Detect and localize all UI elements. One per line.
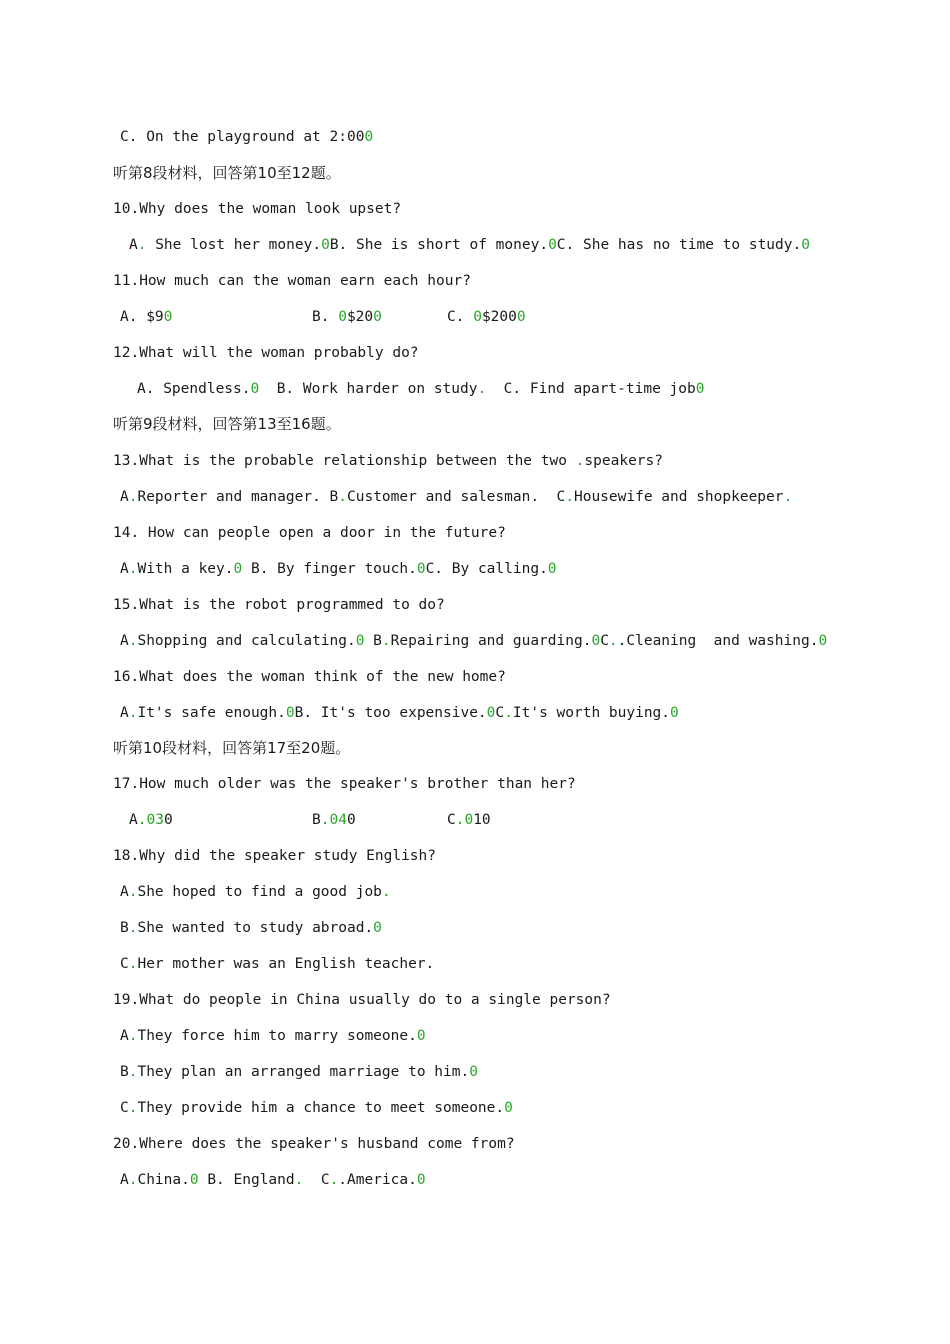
text-segment: A	[120, 884, 129, 900]
text-segment: .	[381, 633, 391, 649]
text-line	[120, 1026, 426, 1046]
text-segment: C	[120, 1100, 129, 1116]
answer-option	[312, 810, 356, 830]
text-line	[0, 810, 950, 830]
text-line	[137, 379, 704, 399]
text-segment: .	[128, 489, 138, 505]
text-segment: They provide him a chance to meet someone.	[137, 1100, 505, 1116]
text-segment: .	[137, 237, 147, 253]
answer-option	[312, 307, 382, 327]
text-segment: B. It's too expensive.	[294, 705, 487, 721]
text-segment: 19.What do people in China usually do to a single person?	[113, 992, 611, 1008]
text-segment: C	[600, 633, 609, 649]
text-segment: 15.What is the robot programmed to do?	[113, 597, 445, 613]
text-line	[113, 1134, 515, 1154]
text-segment: 16.What does the woman think of the new home?	[113, 669, 506, 685]
text-segment: 0	[163, 309, 173, 325]
text-segment: C	[495, 705, 505, 721]
text-line	[120, 1062, 478, 1082]
text-segment: 听第9段材料，回答第13至16题。	[113, 415, 341, 433]
text-segment: speakers?	[584, 453, 663, 469]
text-segment: 03	[146, 812, 164, 828]
text-segment: Repairing and guarding.	[390, 633, 592, 649]
text-segment: 18.Why did the speaker study English?	[113, 848, 437, 864]
answer-option	[447, 307, 526, 327]
text-segment: B	[364, 633, 382, 649]
text-line	[0, 307, 950, 327]
text-line	[113, 667, 506, 687]
text-segment: A. $9	[120, 309, 164, 325]
text-line	[120, 559, 557, 579]
text-segment: 0	[321, 237, 330, 253]
text-segment: 0	[250, 381, 260, 397]
text-line	[120, 882, 391, 902]
text-segment: B. England	[198, 1172, 295, 1188]
text-line	[113, 846, 436, 866]
text-segment: B. By finger touch.	[242, 561, 417, 577]
text-segment: 0	[285, 705, 295, 721]
text-segment: 0	[355, 633, 365, 649]
text-segment: .	[128, 705, 138, 721]
text-line	[113, 595, 445, 615]
text-segment: 0	[670, 705, 679, 721]
text-segment: It's safe enough.	[137, 705, 286, 721]
text-segment: 0	[416, 1028, 426, 1044]
text-segment: .	[504, 705, 513, 721]
text-segment: .	[128, 884, 138, 900]
text-segment: $20	[346, 309, 374, 325]
text-segment: A	[120, 561, 129, 577]
text-segment: 听第10段材料，回答第17至20题。	[113, 739, 351, 757]
text-segment: C. Find apart-time job	[486, 381, 696, 397]
text-segment: B. Work harder on study	[259, 381, 478, 397]
text-segment: .	[128, 1172, 138, 1188]
text-segment: .	[128, 1064, 138, 1080]
text-segment: B.	[312, 309, 339, 325]
text-segment: 0	[364, 129, 374, 145]
text-line	[113, 199, 401, 219]
text-segment: .	[381, 884, 391, 900]
text-segment: They plan an arranged marriage to him.	[137, 1064, 470, 1080]
text-segment: .America.	[338, 1172, 417, 1188]
text-segment: A. Spendless.	[137, 381, 251, 397]
text-segment: .	[565, 489, 574, 505]
text-segment: She hoped to find a good job	[137, 884, 382, 900]
text-segment: B	[120, 920, 129, 936]
text-segment: .	[137, 812, 147, 828]
text-segment: 0	[473, 309, 482, 325]
text-segment: .	[575, 453, 585, 469]
text-segment: 0	[189, 1172, 199, 1188]
text-segment: 0	[469, 1064, 478, 1080]
text-segment: 0	[373, 920, 382, 936]
text-segment: China.	[137, 1172, 190, 1188]
text-segment: C. By calling.	[425, 561, 548, 577]
text-segment: B	[312, 812, 321, 828]
text-segment: 0	[591, 633, 601, 649]
text-segment: She wanted to study abroad.	[137, 920, 374, 936]
text-segment: .	[338, 489, 347, 505]
text-segment: They force him to marry someone.	[137, 1028, 417, 1044]
text-segment: .	[455, 812, 465, 828]
text-segment: 0	[464, 812, 474, 828]
text-segment: 10	[473, 812, 491, 828]
text-line	[120, 1170, 426, 1190]
text-segment: 04	[329, 812, 347, 828]
text-segment: C	[303, 1172, 330, 1188]
text-segment: 20.Where does the speaker's husband come from?	[113, 1136, 515, 1152]
text-line	[113, 451, 663, 471]
text-line	[129, 235, 810, 255]
text-segment: .	[128, 1100, 138, 1116]
answer-option	[447, 810, 491, 830]
text-segment: A	[120, 489, 129, 505]
text-segment: .	[128, 633, 138, 649]
text-segment: $200	[481, 309, 517, 325]
text-segment: .	[320, 812, 330, 828]
text-segment: 0	[818, 633, 828, 649]
text-line	[113, 738, 350, 758]
text-segment: Housewife and shopkeeper	[573, 489, 784, 505]
text-segment: C.	[447, 309, 474, 325]
text-segment: C	[447, 812, 456, 828]
text-line	[113, 774, 576, 794]
answer-option	[120, 307, 172, 327]
text-segment: .	[608, 633, 618, 649]
text-segment: 12.What will the woman probably do?	[113, 345, 419, 361]
answer-option	[129, 810, 173, 830]
text-segment: C	[120, 956, 129, 972]
text-segment: Her mother was an English teacher.	[137, 956, 435, 972]
text-segment: 0	[373, 309, 382, 325]
text-segment: B. She is short of money.	[329, 237, 549, 253]
text-segment: A	[120, 633, 129, 649]
text-segment: 0	[548, 237, 557, 253]
text-segment: Reporter and manager. B	[137, 489, 339, 505]
text-segment: 0	[516, 309, 526, 325]
text-segment: .	[128, 920, 138, 936]
text-line	[120, 631, 827, 651]
text-line	[120, 127, 373, 147]
text-segment: A	[129, 237, 138, 253]
text-segment: .	[128, 956, 138, 972]
text-segment: 0	[346, 812, 356, 828]
text-segment: With a key.	[137, 561, 234, 577]
text-segment: C. She has no time to study.	[556, 237, 802, 253]
text-segment: .Cleaning and washing.	[617, 633, 819, 649]
text-segment: 0	[486, 705, 496, 721]
text-segment: .	[329, 1172, 339, 1188]
text-segment: 0	[801, 237, 810, 253]
text-segment: 14. How can people open a door in the future?	[113, 525, 506, 541]
text-segment: 0	[695, 381, 705, 397]
text-segment: 0	[163, 812, 173, 828]
text-segment: A	[120, 1028, 129, 1044]
text-line	[113, 163, 341, 183]
text-line	[113, 990, 611, 1010]
text-line	[120, 918, 382, 938]
text-segment: 17.How much older was the speaker's brother than her?	[113, 776, 576, 792]
text-line	[120, 487, 792, 507]
text-segment: It's worth buying.	[512, 705, 671, 721]
text-line	[120, 1098, 513, 1118]
text-segment: 0	[547, 561, 557, 577]
text-segment: .	[128, 561, 138, 577]
text-segment: 0	[233, 561, 243, 577]
text-segment: C. On the playground at 2:00	[120, 129, 365, 145]
text-segment: A	[129, 812, 138, 828]
text-line	[113, 343, 419, 363]
text-line	[113, 523, 506, 543]
text-segment: 11.How much can the woman earn each hour?	[113, 273, 471, 289]
text-segment: .	[128, 1028, 138, 1044]
text-segment: She lost her money.	[146, 237, 322, 253]
text-segment: 0	[416, 1172, 426, 1188]
text-segment: Customer and salesman. C	[347, 489, 566, 505]
text-segment: 听第8段材料，回答第10至12题。	[113, 164, 341, 182]
text-segment: .	[477, 381, 487, 397]
text-segment: A	[120, 1172, 129, 1188]
text-segment: .	[294, 1172, 304, 1188]
text-line	[113, 271, 471, 291]
text-segment: Shopping and calculating.	[137, 633, 356, 649]
text-segment: 0	[504, 1100, 513, 1116]
text-line	[120, 954, 434, 974]
text-segment: B	[120, 1064, 129, 1080]
text-segment: 0	[416, 561, 426, 577]
text-segment: A	[120, 705, 129, 721]
text-segment: 13.What is the probable relationship between the two	[113, 453, 576, 469]
text-line	[113, 414, 341, 434]
text-line	[120, 703, 679, 723]
text-segment: 0	[338, 309, 347, 325]
text-segment: .	[783, 489, 793, 505]
text-segment: 10.Why does the woman look upset?	[113, 201, 402, 217]
